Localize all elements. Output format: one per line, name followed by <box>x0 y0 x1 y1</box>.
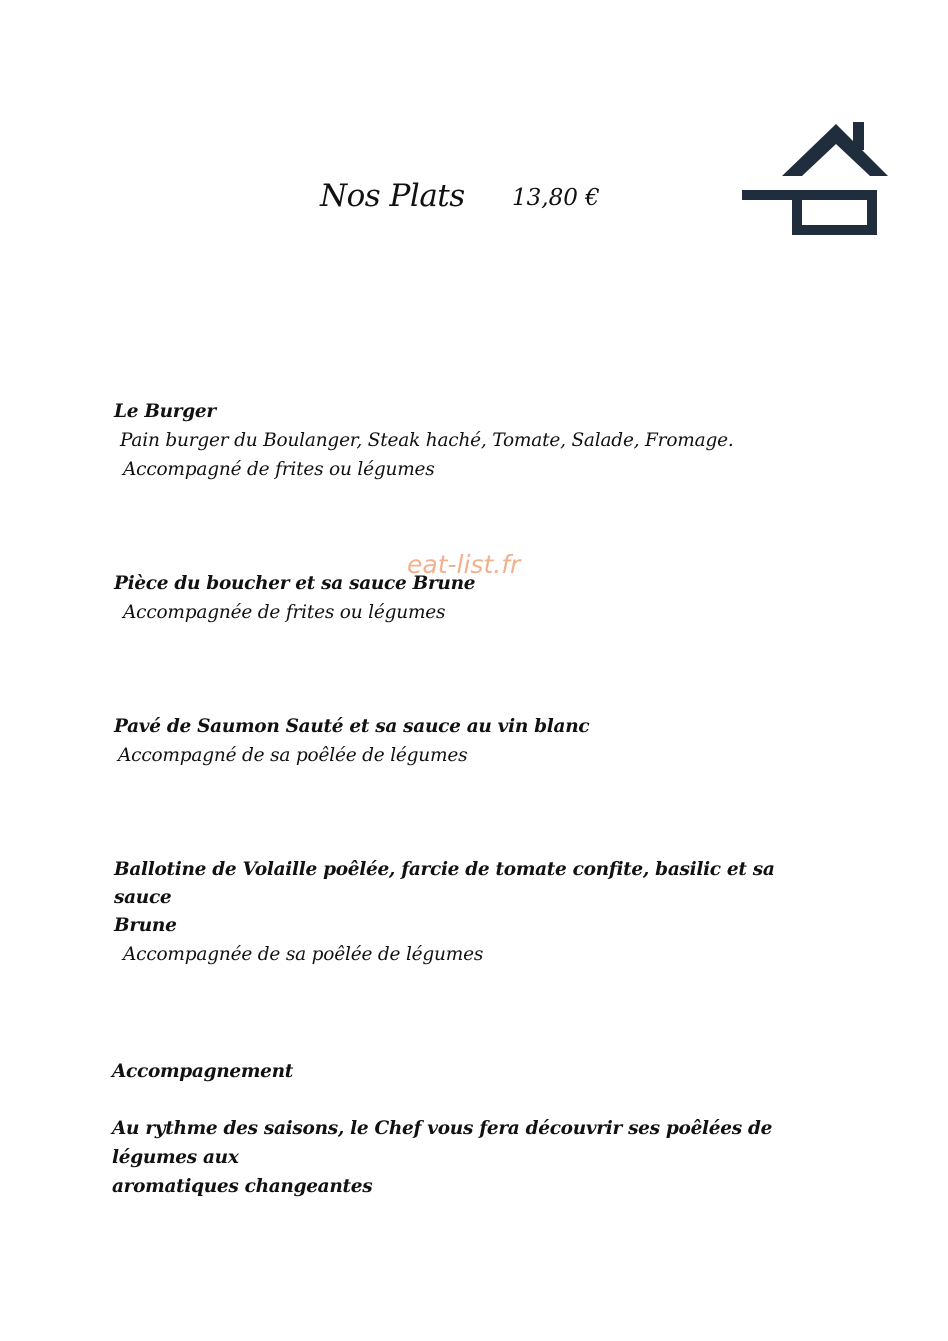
watermark: eat-list.fr <box>407 550 521 579</box>
dish-description: Accompagné de frites ou légumes <box>123 459 435 480</box>
dish-item <box>114 856 814 969</box>
page-title: Nos Plats <box>320 178 465 214</box>
dish-item <box>114 713 814 770</box>
dish-description: Accompagné de sa poêlée de légumes <box>118 745 468 766</box>
dish-name: Pièce du boucher et sa sauce Brune <box>114 573 476 594</box>
dish-name: Le Burger <box>114 401 216 422</box>
dish-item <box>114 570 814 627</box>
dish-name-continued: Brune <box>114 915 177 936</box>
dish-description: Accompagnée de frites ou légumes <box>123 602 446 623</box>
accompaniment-heading: Accompagnement <box>112 1061 294 1082</box>
dish-name: Pavé de Saumon Sauté et sa sauce au vin blanc <box>114 716 590 737</box>
accompaniment-text <box>112 1114 832 1201</box>
house-icon <box>742 116 890 238</box>
dish-description: Accompagnée de sa poêlée de légumes <box>123 944 484 965</box>
accompaniment-line: Au rythme des saisons, le Chef vous fera découvrir ses poêlées de légumes aux <box>112 1118 773 1168</box>
dish-description: Pain burger du Boulanger, Steak haché, Tomate, Salade, Fromage. <box>120 430 734 451</box>
accompaniment-line: aromatiques changeantes <box>112 1176 373 1197</box>
menu-header <box>320 178 600 214</box>
dish-item <box>114 398 814 484</box>
dish-name: Ballotine de Volaille poêlée, farcie de tomate confite, basilic et sa sauce <box>114 859 775 908</box>
menu-price: 13,80 € <box>512 185 600 211</box>
